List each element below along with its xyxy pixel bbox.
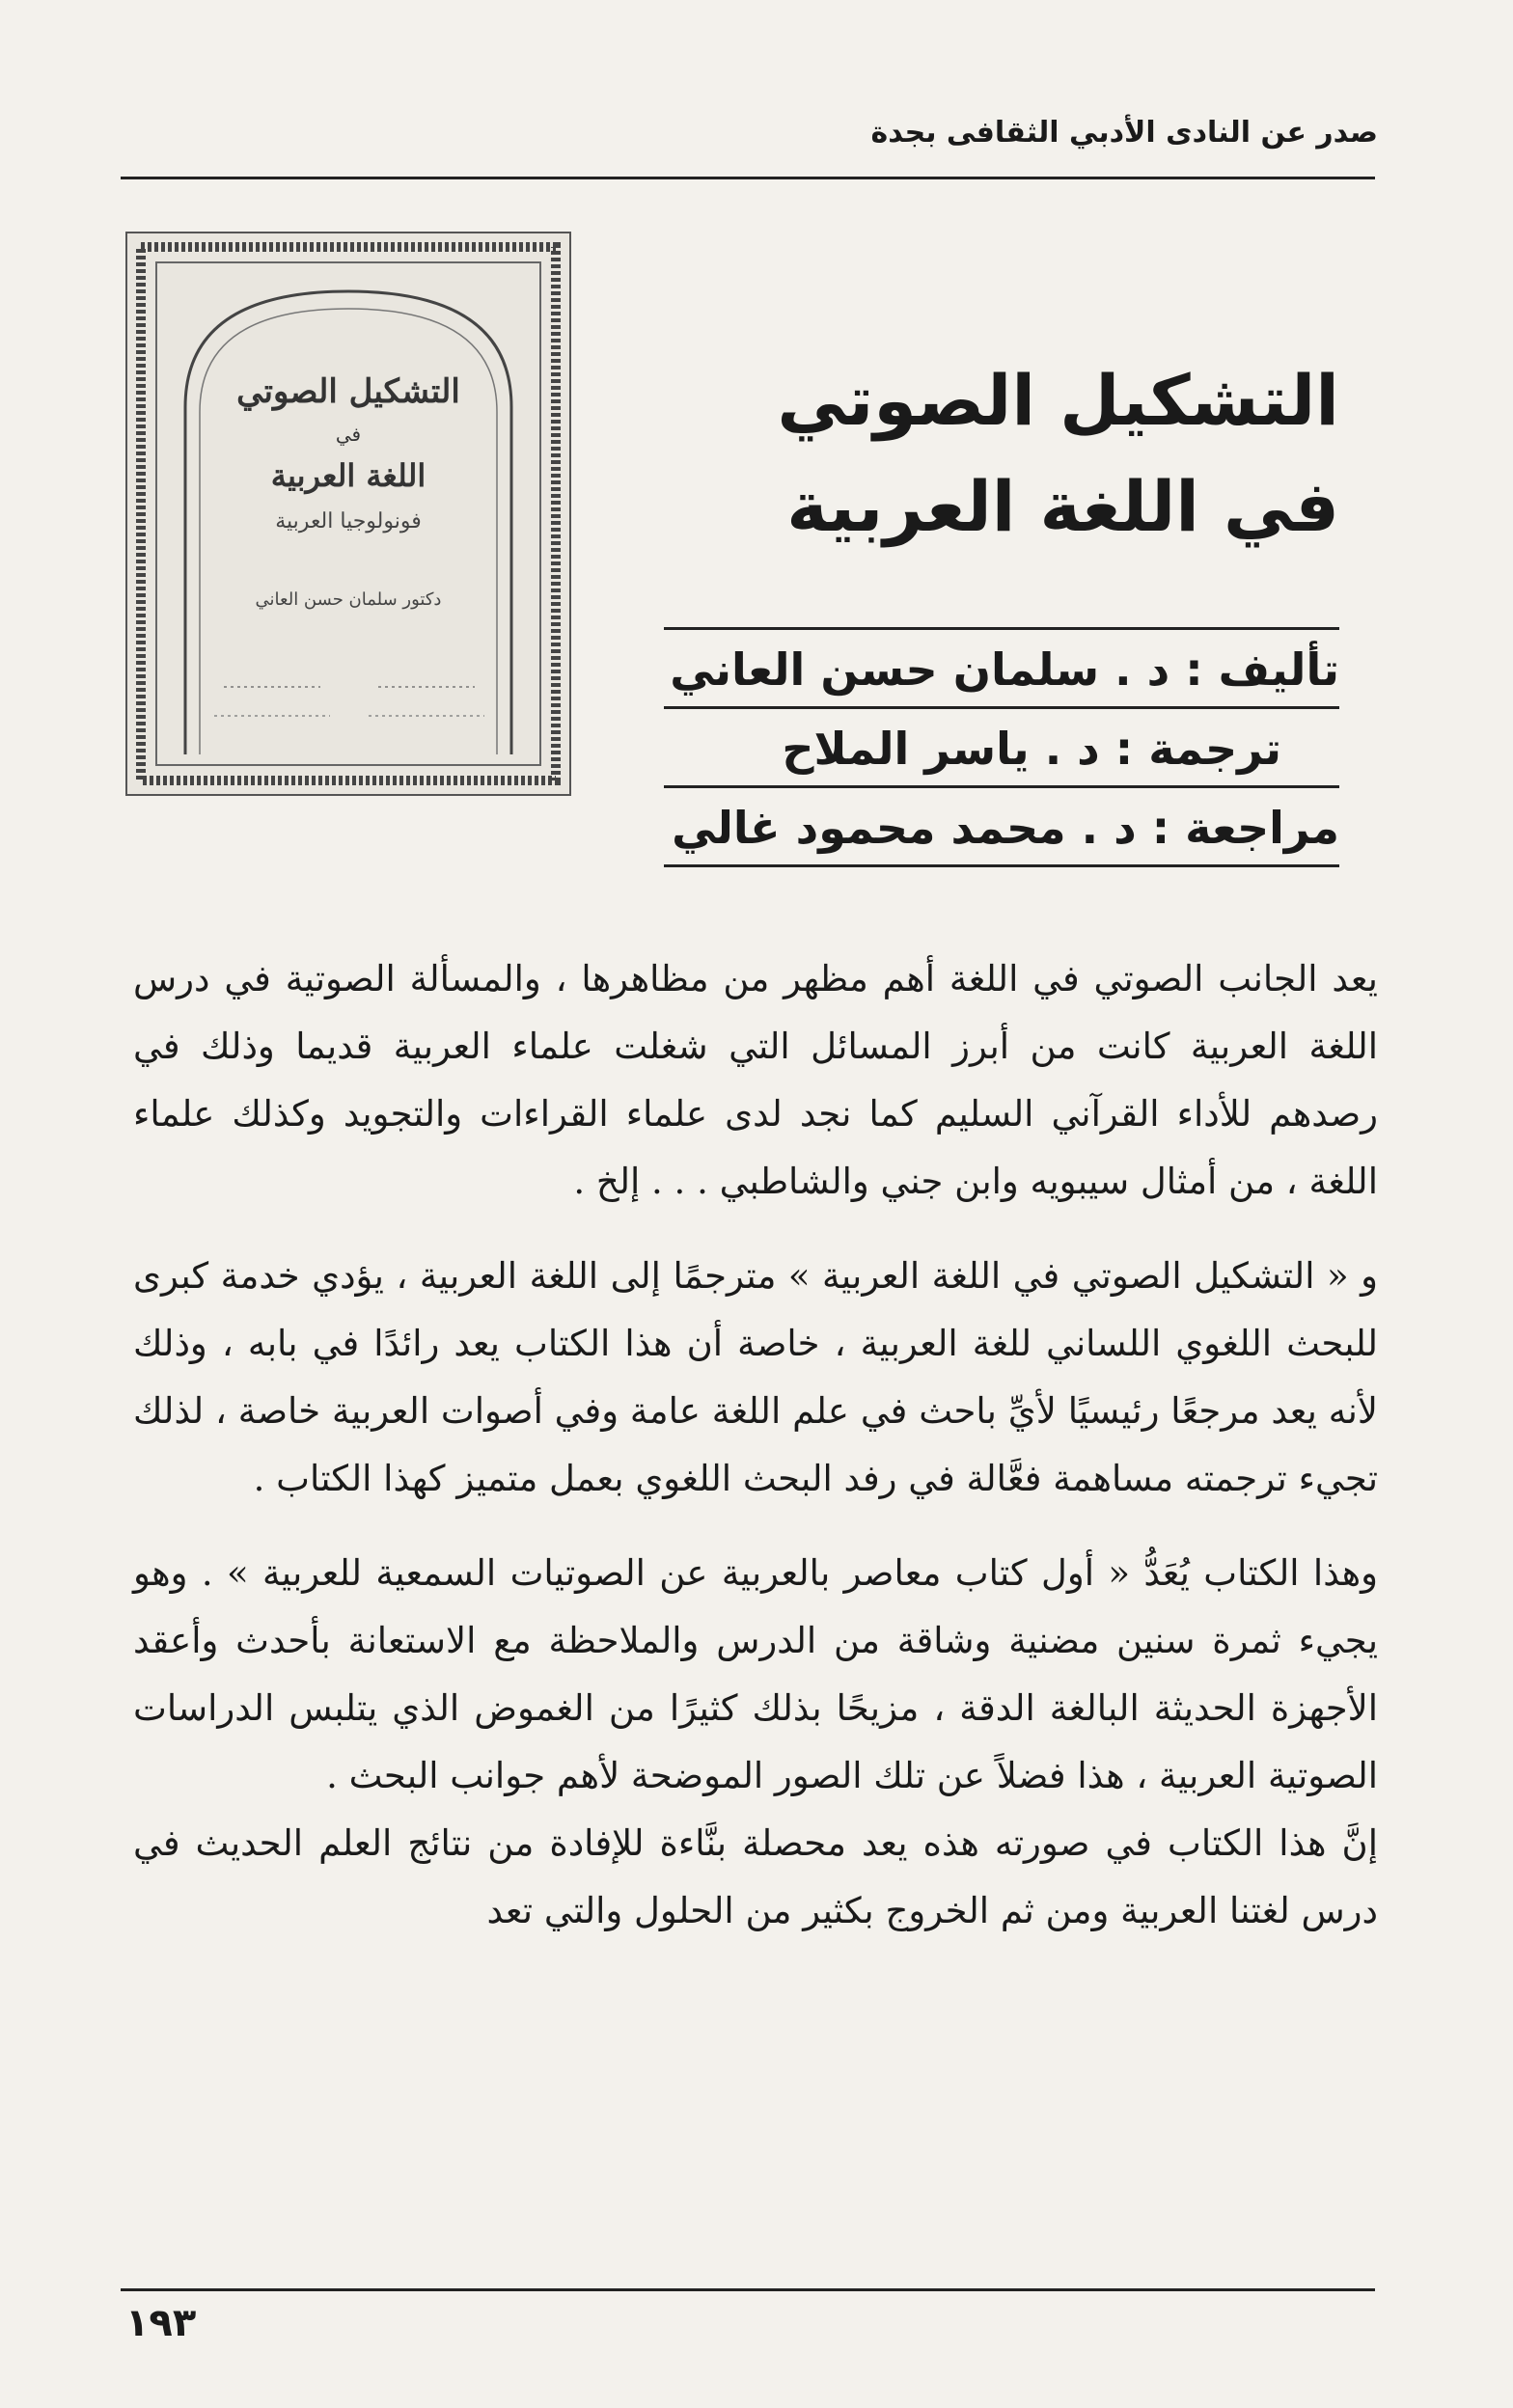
cover-title-line3: اللغة العربية [270,457,426,494]
book-title-line2: في اللغة العربية [786,466,1339,547]
cover-author: دكتور سلمان حسن العاني [255,589,442,610]
credit-reviewer: مراجعة : د . محمد محمود غالي [664,785,1339,864]
paragraph-1: يعد الجانب الصوتي في اللغة أهم مظهر من مظاهرها ، والمسألة الصوتية في درس اللغة العربية كانت من أبرز المسائل التي شغلت علماء العربية قديما وذلك في رصدهم للأداء القرآني السليم كما نجد لدى علماء القراءات والتجويد وكذلك علماء اللغة ، من أمثال سيبويه وابن جني والشاطبي . . . إلخ . [133,958,1378,1202]
credit-translator: ترجمة : د . ياسر الملاح [664,706,1339,785]
paragraph-2: و « التشكيل الصوتي في اللغة العربية » مترجمًا إلى اللغة العربية ، يؤدي خدمة كبرى للبحث اللغوي اللساني للغة العربية ، خاصة أن هذا الكتاب يعد رائدًا في بابه ، وذلك لأنه يعد مرجعًا رئيسيًا لأيِّ باحث في علم اللغة عامة وفي أصوات العربية خاصة ، لذلك تجيء ترجمته مساهمة فعَّالة في رفد البحث اللغوي بعمل متميز كهذا الكتاب . [133,1255,1378,1499]
page-number: ١٩٣ [125,2301,197,2345]
footer-rule [121,2288,1375,2291]
credits [664,627,1339,867]
book-title-line1: التشكيل الصوتي [777,360,1339,441]
body-text [133,945,1378,1972]
header-rule [121,177,1375,179]
paragraph-3: وهذا الكتاب يُعَدُّ « أول كتاب معاصر بالعربية عن الصوتيات السمعية للعربية » . وهو يجيء ثمرة سنين مضنية وشاقة من الدرس والملاحظة مع الاستعانة بأحدث وأعقد الأجهزة الحديثة البالغة الدقة ، مزيحًا بذلك كثيرًا من الغموض الذي يتلبس الدراسات الصوتية العربية ، هذا فضلاً عن تلك الصور الموضحة لأهم جوانب البحث . [133,1552,1378,1796]
cover-title-line2: في [335,423,362,446]
credit-author: تأليف : د . سلمان حسن العاني [664,627,1339,706]
title-block [664,347,1339,560]
book-cover-image [125,232,571,796]
running-header: صدر عن النادى الأدبي الثقافى بجدة [870,116,1378,150]
cover-title: التشكيل الصوتي [236,372,460,411]
cover-illustration [127,233,569,794]
paragraph-4: إنَّ هذا الكتاب في صورته هذه يعد محصلة بنَّاءة للإفادة من نتائج العلم الحديث في درس لغتنا العربية ومن ثم الخروج بكثير من الحلول والتي تعد [133,1822,1378,1931]
cover-subtitle: فونولوجيا العربية [275,509,422,534]
